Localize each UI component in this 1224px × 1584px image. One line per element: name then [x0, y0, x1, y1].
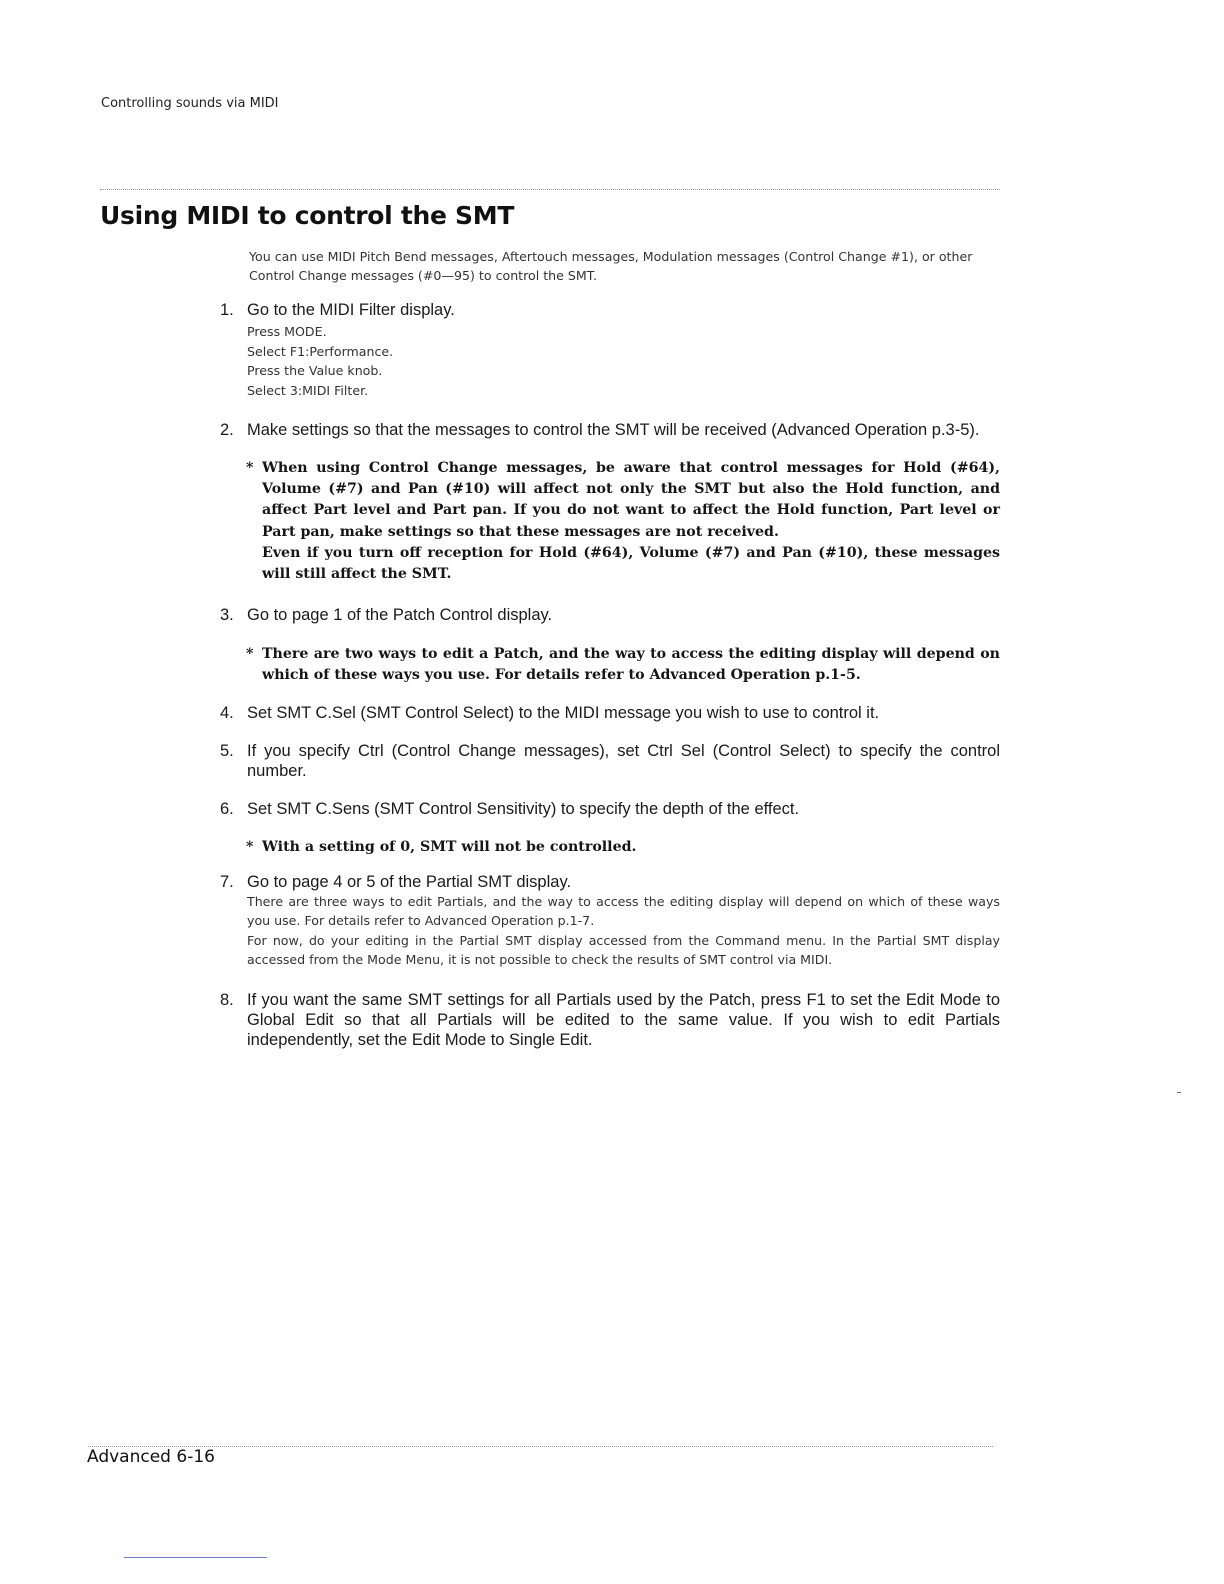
running-head: Controlling sounds via MIDI [101, 96, 279, 111]
scan-speck [1177, 1092, 1181, 1093]
step-note [220, 458, 1000, 543]
step-4 [220, 703, 1000, 723]
step-text: If you specify Ctrl (Control Change messages), set Ctrl Sel (Control Select) to specify the control number. [247, 741, 1000, 780]
step-number: 4. [220, 703, 234, 722]
top-divider [100, 189, 1000, 190]
step-7 [220, 872, 1000, 970]
step-substep: Select F1:Performance. [247, 343, 394, 359]
step-8 [220, 990, 1000, 1050]
step-number: 3. [220, 606, 234, 625]
section-title: Using MIDI to control the SMT [100, 201, 515, 230]
step-text: Go to page 4 or 5 of the Partial SMT display. [247, 872, 572, 891]
note-text: With a setting of 0, SMT will not be controlled. [262, 838, 637, 855]
step-number: 2. [220, 421, 234, 439]
step-text: Make settings so that the messages to control the SMT will be received (Advanced Operation p.3-5). [247, 421, 980, 439]
step-detail: For now, do your editing in the Partial SMT display accessed from the Command menu. In the Partial SMT display accessed from the Mode Menu, it is not possible to check the results of SMT control via MIDI. [247, 932, 1000, 968]
crop-mark [124, 1557, 267, 1558]
note-text: When using Control Change messages, be aware that control messages for Hold (#64), Volume (#7) and Pan (#10) will affect not only the SMT but also the Hold function, and affect Part level and Part pan. If you do not want to affect the Hold function, Part level or Part pan, make settings so that these messages are not received. [262, 460, 1000, 540]
note-asterisk: * [246, 646, 254, 663]
step-number: 1. [220, 301, 234, 319]
step-1 [220, 300, 1000, 400]
bottom-divider [88, 1446, 993, 1447]
step-text: Go to page 1 of the Patch Control display. [247, 606, 553, 625]
note-text: Even if you turn off reception for Hold (#64), Volume (#7) and Pan (#10), these messages will still affect the SMT. [262, 544, 1000, 583]
step-5 [220, 741, 1000, 781]
step-number: 5. [220, 741, 234, 760]
section-intro: You can use MIDI Pitch Bend messages, Aftertouch messages, Modulation messages (Control Change #1), or other Control Change messages (#0—95) to control the SMT. [249, 249, 973, 283]
step-note-continued [220, 543, 1000, 585]
steps-list [220, 300, 1000, 1050]
step-text: If you want the same SMT settings for all Partials used by the Patch, press F1 to set the Edit Mode to Global Edit so that all Partials will be edited to the same value. If you wish to edit Partials independently, set the Edit Mode to Single Edit. [247, 990, 1000, 1049]
step-number: 8. [220, 990, 234, 1009]
step-2 [220, 420, 1000, 440]
step-text: Set SMT C.Sel (SMT Control Select) to the MIDI message you wish to use to control it. [247, 703, 880, 722]
note-text: There are two ways to edit a Patch, and the way to access the editing display will depend on which of these ways you use. For details refer to Advanced Operation p.1-5. [262, 646, 1000, 684]
step-substep: Press MODE. [247, 324, 327, 339]
step-6 [220, 799, 1000, 819]
note-asterisk: * [246, 838, 254, 855]
step-substep: Select 3:MIDI Filter. [247, 382, 369, 398]
note-asterisk: * [246, 460, 254, 476]
step-text: Set SMT C.Sens (SMT Control Sensitivity) to specify the depth of the effect. [247, 799, 800, 818]
step-number: 7. [220, 872, 234, 891]
step-text: Go to the MIDI Filter display. [247, 301, 455, 319]
step-3 [220, 605, 1000, 625]
step-note [220, 644, 1000, 686]
step-note [220, 837, 1000, 858]
step-number: 6. [220, 799, 234, 818]
page-number: Advanced 6-16 [87, 1447, 215, 1467]
step-detail: There are three ways to edit Partials, and the way to access the editing display will depend on which of these ways you use. For details refer to Advanced Operation p.1-7. [247, 893, 1000, 929]
step-substep: Press the Value knob. [247, 363, 383, 378]
